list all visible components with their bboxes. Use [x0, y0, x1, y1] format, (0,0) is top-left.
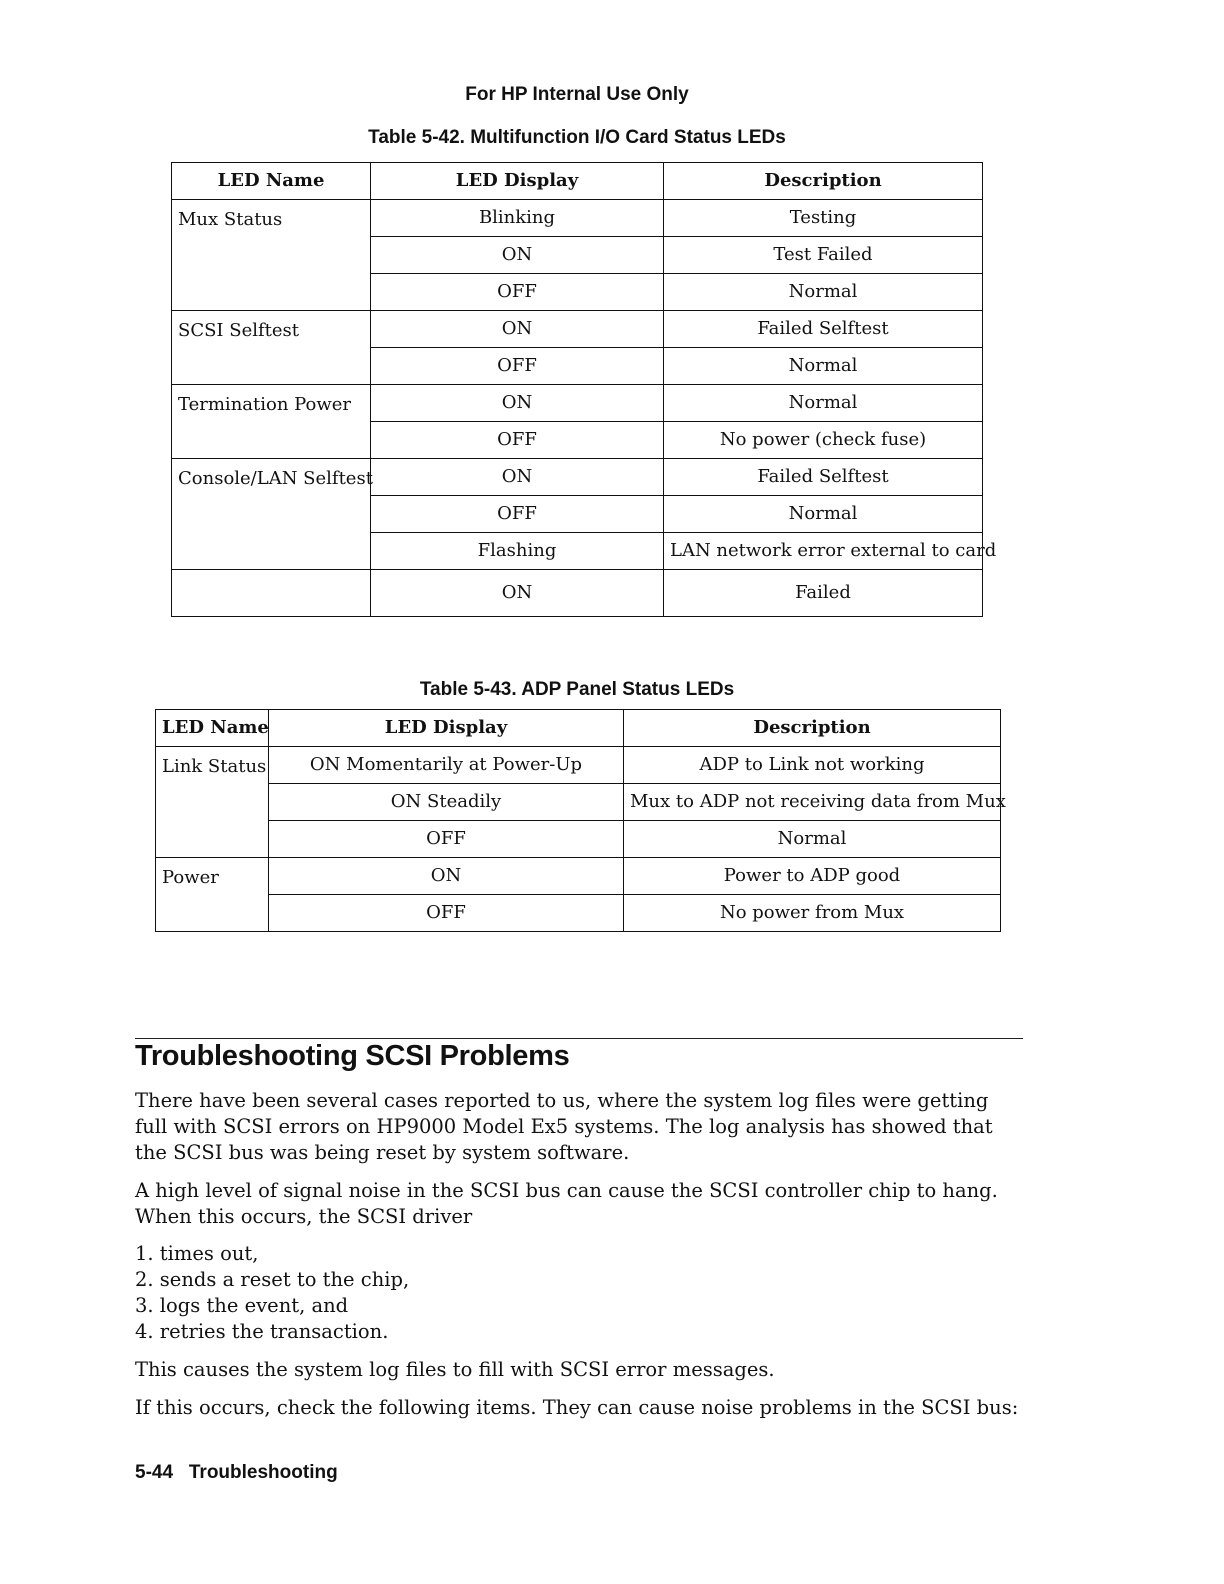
led-display-cell: ON: [269, 858, 624, 895]
driver-steps-list: [135, 1241, 409, 1345]
led-display-cell: OFF: [371, 422, 664, 459]
description-cell: LAN network error external to card: [664, 533, 983, 570]
table2-header-description: Description: [624, 710, 1001, 747]
table1-header-led-name: LED Name: [172, 163, 371, 200]
page-footer: [135, 1462, 338, 1484]
table2-header-led-name: LED Name: [156, 710, 269, 747]
led-name-cell: Termination Power: [172, 385, 371, 459]
description-cell: Normal: [664, 348, 983, 385]
led-display-cell: Flashing: [371, 533, 664, 570]
led-display-cell: ON: [371, 570, 664, 617]
internal-use-note: For HP Internal Use Only: [465, 84, 689, 105]
description-cell: Failed: [664, 570, 983, 617]
paragraph-check-items: If this occurs, check the following items. They can cause noise problems in the SCSI bus:: [135, 1396, 1019, 1419]
table-row: [156, 858, 1001, 895]
description-cell: No power (check fuse): [664, 422, 983, 459]
list-item: 3. logs the event, and: [135, 1294, 349, 1317]
led-display-cell: ON Momentarily at Power-Up: [269, 747, 624, 784]
list-item: 2. sends a reset to the chip,: [135, 1268, 410, 1291]
table1-multifunction-io-leds: [171, 162, 997, 617]
led-name-cell: Mux Status: [172, 200, 371, 311]
led-display-cell: ON: [371, 237, 664, 274]
paragraph-intro: There have been several cases reported to us, where the system log files were getting full with SCSI errors on HP9000 Model Ex5 systems. The log analysis has showed that the SCSI bus was being reset by system software.: [135, 1089, 993, 1164]
description-cell: Normal: [624, 821, 1001, 858]
description-cell: Mux to ADP not receiving data from Mux: [624, 784, 1001, 821]
description-cell: Power to ADP good: [624, 858, 1001, 895]
table2-title: Table 5-43. ADP Panel Status LEDs: [419, 679, 735, 700]
led-display-cell: ON Steadily: [269, 784, 624, 821]
table-row: [172, 200, 983, 237]
table-row: [172, 311, 983, 348]
section-divider: [135, 1038, 1023, 1039]
table2-header-led-display: LED Display: [269, 710, 624, 747]
table-row: [156, 784, 1001, 821]
table-row: [172, 459, 983, 496]
description-cell: ADP to Link not working: [624, 747, 1001, 784]
table-row: [156, 895, 1001, 932]
list-item: 1. times out,: [135, 1242, 259, 1265]
table-row: [156, 747, 1001, 784]
section-heading: Troubleshooting SCSI Problems: [135, 1040, 570, 1072]
led-display-cell: ON: [371, 385, 664, 422]
led-display-cell: Blinking: [371, 200, 664, 237]
paragraph-log-fill: This causes the system log files to fill with SCSI error messages.: [135, 1358, 775, 1381]
table1-header-led-display: LED Display: [371, 163, 664, 200]
table1-title: Table 5-42. Multifunction I/O Card Status LEDs: [368, 127, 786, 148]
led-name-cell: [172, 570, 371, 617]
description-cell: Normal: [664, 496, 983, 533]
led-display-cell: ON: [371, 311, 664, 348]
led-display-cell: OFF: [269, 895, 624, 932]
list-item: 4. retries the transaction.: [135, 1320, 389, 1343]
led-display-cell: OFF: [371, 348, 664, 385]
description-cell: Failed Selftest: [664, 459, 983, 496]
led-display-cell: OFF: [371, 274, 664, 311]
table-row: [156, 821, 1001, 858]
led-name-cell: Console/LAN Selftest: [172, 459, 371, 570]
description-cell: Normal: [664, 274, 983, 311]
description-cell: Failed Selftest: [664, 311, 983, 348]
table1-header-row: [172, 163, 983, 200]
table-row: [172, 570, 983, 617]
paragraph-noise: A high level of signal noise in the SCSI bus can cause the SCSI controller chip to hang. When this occurs, the SCSI driver: [135, 1179, 998, 1228]
description-cell: Testing: [664, 200, 983, 237]
led-display-cell: OFF: [269, 821, 624, 858]
description-cell: Normal: [664, 385, 983, 422]
led-display-cell: ON: [371, 459, 664, 496]
table-row: [172, 385, 983, 422]
description-cell: No power from Mux: [624, 895, 1001, 932]
led-name-cell: Link Status: [156, 747, 269, 858]
led-name-cell: SCSI Selftest: [172, 311, 371, 385]
footer-text: 5-44 Troubleshooting: [135, 1462, 338, 1483]
led-display-cell: OFF: [371, 496, 664, 533]
description-cell: Test Failed: [664, 237, 983, 274]
table1-header-description: Description: [664, 163, 983, 200]
table2-adp-panel-leds: [155, 709, 1006, 932]
led-name-cell: Power: [156, 858, 269, 932]
table2-header-row: [156, 710, 1001, 747]
